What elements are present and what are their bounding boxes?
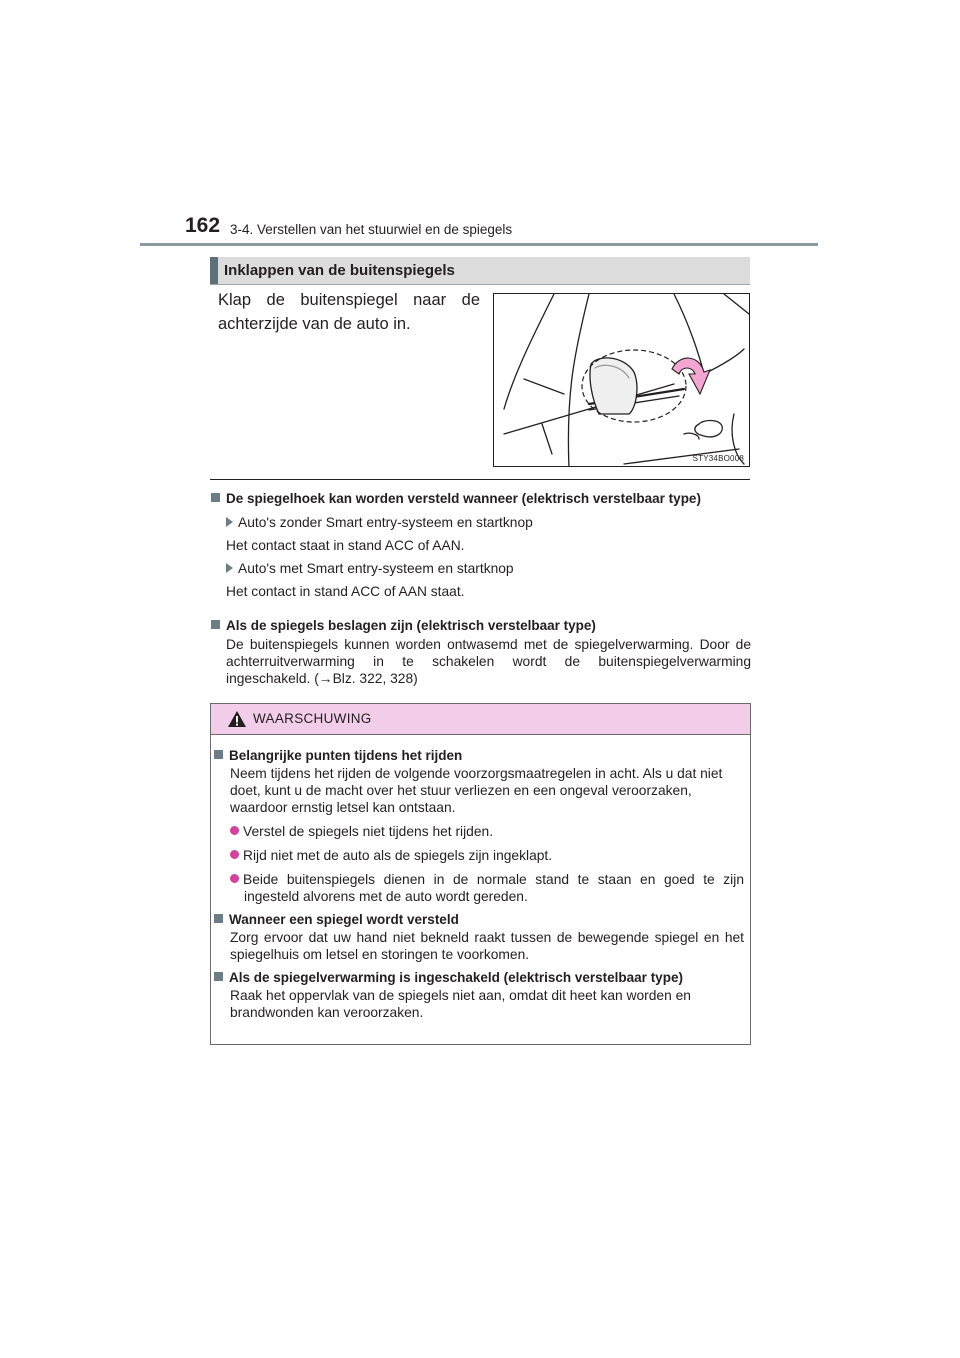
- section-heading: [210, 257, 750, 284]
- illustration-code: STY34BO008: [692, 454, 744, 463]
- section-title: Inklappen van de buitenspiegels: [224, 262, 455, 279]
- note-body: De buitenspiegels kunnen worden ontwasemd met de spiegelverwarming. Door de achterruitverwarming in te schakelen wordt de buitenspiegelverwarming ingeschakeld. (→Blz. 322, 328): [226, 637, 751, 686]
- fold-arrow-icon: [672, 358, 710, 394]
- round-bullet-icon: [230, 874, 239, 883]
- note-title: Als de spiegels beslagen zijn (elektrisch verstelbaar type): [211, 617, 751, 634]
- mirror-illustration: [493, 293, 750, 467]
- condition-label: Auto's met Smart entry-systeem en startknop: [238, 561, 514, 576]
- triangle-bullet-icon: [226, 517, 233, 527]
- warning-section-title: Belangrijke punten tijdens het rijden: [214, 747, 744, 764]
- warning-bullet: Verstel de spiegels niet tijdens het rijden.: [230, 823, 744, 840]
- warning-section-title: Als de spiegelverwarming is ingeschakeld (elektrisch verstelbaar type): [214, 969, 744, 986]
- warning-section-body: Zorg ervoor dat uw hand niet bekneld raakt tussen de bewegende spiegel en het spiegelhuis om letsel en storingen te voorkomen.: [230, 930, 744, 962]
- warning-triangle-icon: [227, 710, 247, 728]
- square-bullet-icon: [211, 620, 220, 629]
- condition-row: [226, 514, 751, 531]
- warning-section-title: Wanneer een spiegel wordt versteld: [214, 911, 744, 928]
- round-bullet-icon: [230, 826, 239, 835]
- note-mirror-adjust: [211, 490, 751, 600]
- section-rule: [210, 284, 750, 285]
- condition-label: Auto's zonder Smart entry-systeem en startknop: [238, 515, 533, 530]
- warning-bullet: Beide buitenspiegels dienen in de normale stand te staan en goed te zijn ingesteld alvorens met de auto wordt gereden.: [230, 871, 744, 905]
- section-divider: [210, 479, 750, 480]
- square-bullet-icon: [211, 493, 220, 502]
- note-title: De spiegelhoek kan worden versteld wanneer (elektrisch verstelbaar type): [211, 490, 751, 507]
- mirror-fold-drawing: [494, 294, 750, 467]
- square-bullet-icon: [214, 972, 223, 981]
- section-intro: Klap de buitenspiegel naar de achterzijde van de auto in.: [218, 291, 480, 333]
- condition-text: Het contact in stand ACC of AAN staat.: [226, 584, 465, 599]
- condition-row: [226, 560, 751, 577]
- note-mirror-fogged: [211, 617, 751, 687]
- header-rule: [140, 243, 818, 246]
- page-number: 162: [185, 214, 221, 237]
- warning-box: [210, 703, 751, 1045]
- warning-label: WAARSCHUWING: [253, 711, 372, 726]
- square-bullet-icon: [214, 750, 223, 759]
- condition-text: Het contact staat in stand ACC of AAN.: [226, 538, 465, 553]
- warning-section-intro: Neem tijdens het rijden de volgende voorzorgsmaatregelen in acht. Als u dat niet doet, kunt u de macht over het stuur verliezen en een ongeval veroorzaken, waardoor ernstig letsel kan ontstaan.: [230, 766, 723, 815]
- warning-header: [211, 704, 750, 735]
- chapter-title: 3-4. Verstellen van het stuurwiel en de spiegels: [230, 222, 513, 237]
- square-bullet-icon: [214, 914, 223, 923]
- triangle-bullet-icon: [226, 563, 233, 573]
- warning-section-body: Raak het oppervlak van de spiegels niet aan, omdat dit heet kan worden en brandwonden kan veroorzaken.: [230, 988, 691, 1020]
- round-bullet-icon: [230, 850, 239, 859]
- warning-bullet: Rijd niet met de auto als de spiegels zijn ingeklapt.: [230, 847, 744, 864]
- warning-content: [214, 747, 744, 1021]
